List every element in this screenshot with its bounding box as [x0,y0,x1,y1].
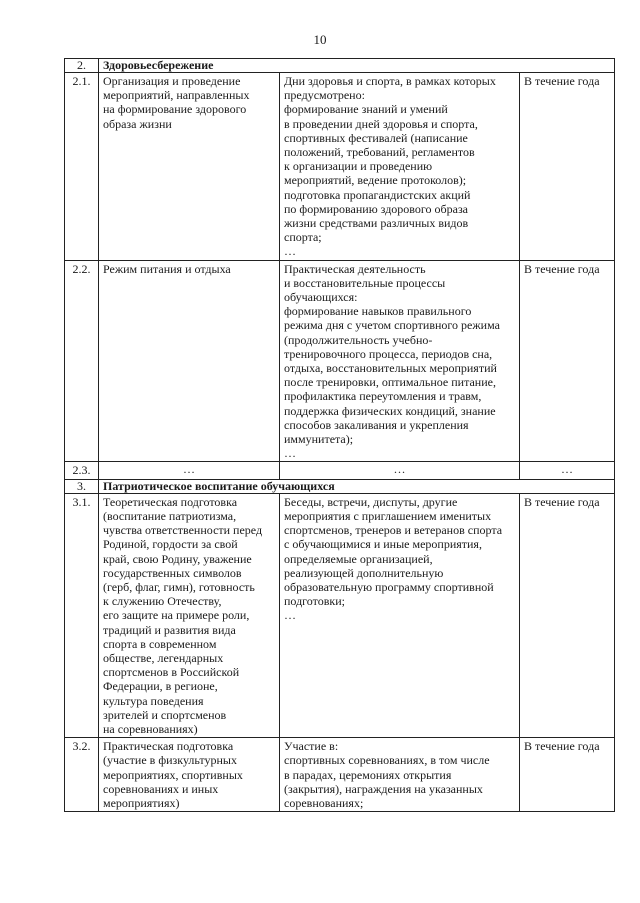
table-row [65,738,615,812]
row-period: В течение года [520,73,615,261]
row-content-line: Беседы, встречи, диспуты, другие [284,494,458,509]
row-name-line: соревнованиях и иных [103,781,219,796]
row-name-line: обществе, легендарных [103,650,224,665]
row-content-line: … [284,446,296,461]
row-content-line: профилактика переутомления и травм, [284,389,482,404]
row-content-line: обучающихся: [284,290,358,305]
row-name-line: мероприятиях, спортивных [103,767,243,782]
row-name-line: традиций и развития вида [103,622,236,637]
row-name: … [99,462,280,479]
row-content-line: Практическая деятельность [284,261,426,276]
row-content-line: иммунитета); [284,432,354,447]
row-content [280,738,520,812]
table-row [65,493,615,737]
row-name [99,738,280,812]
row-number: 2.1. [65,73,99,261]
table-row [65,73,615,261]
section-header-row [65,479,615,493]
row-content-line: спортсменов, тренеров и ветеранов спорта [284,523,503,538]
row-content-line: формирование знаний и умений [284,102,448,117]
row-name [99,260,280,462]
row-name [99,493,280,737]
row-content-line: с обучающимися и иные мероприятия, [284,537,482,552]
row-name-line: на соревнованиях) [103,721,198,736]
row-content-line: спорта; [284,230,322,245]
row-content-line: мероприятия с приглашением именитых [284,508,492,523]
row-content-line: отдыха, восстановительных мероприятий [284,361,497,376]
row-content [280,493,520,737]
row-period: В течение года [520,260,615,462]
row-content-line: по формированию здорового образа [284,201,469,216]
row-number: 2.3. [65,462,99,479]
row-content-line: жизни средствами различных видов [284,216,469,231]
row-content-line: после тренировки, оптимальное питание, [284,375,496,390]
row-name-line: край, свою Родину, уважение [103,551,252,566]
row-content: … [280,462,520,479]
row-content-line: спортивных соревнованиях, в том числе [284,753,490,768]
row-number: 3.1. [65,493,99,737]
row-name-line: спортсменов в Российской [103,665,240,680]
row-name-line: (воспитание патриотизма, [103,508,237,523]
row-content-line: реализующей дополнительную [284,565,444,580]
activities-table [64,58,615,812]
row-name-line: (герб, флаг, гимн), готовность [103,579,255,594]
row-content-line: в парадах, церемониях открытия [284,767,452,782]
row-content-line: поддержка физических кондиций, знание [284,403,496,418]
row-content-line: (закрытия), награждения на указанных [284,781,483,796]
section-number: 2. [65,59,99,73]
section-header-row [65,59,615,73]
row-content-line: подготовка пропагандистских акций [284,187,471,202]
row-name-line: мероприятиях) [103,795,180,810]
row-name-line: чувства ответственности перед [103,523,263,538]
row-period: В течение года [520,738,615,812]
row-content-line: (продолжительность учебно- [284,332,433,347]
row-content-line: спортивных фестивалей (написание [284,130,468,145]
row-name-line: Режим питания и отдыха [103,261,231,276]
row-name-line: на формирование здорового [103,102,247,117]
row-content-line: подготовки; [284,594,345,609]
table-row [65,260,615,462]
row-content-line: мероприятий, ведение протоколов); [284,173,467,188]
row-content-line: образовательную программу спортивной [284,579,494,594]
row-name [99,73,280,261]
section-title: Патриотическое воспитание обучающихся [99,479,615,493]
row-name-line: (участие в физкультурных [103,753,237,768]
row-period: В течение года [520,493,615,737]
row-number: 2.2. [65,260,99,462]
row-content-line: предусмотрено: [284,88,365,103]
row-content-line: Участие в: [284,739,339,754]
row-content-line: определяемые организацией, [284,551,433,566]
row-name-line: Теоретическая подготовка [103,494,238,509]
row-period: … [520,462,615,479]
row-content-line: способов закаливания и укрепления [284,417,469,432]
row-name-line: спорта в современном [103,636,217,651]
row-content [280,73,520,261]
row-name-line: к служению Отечеству, [103,594,222,609]
row-name-line: Родиной, гордости за свой [103,537,238,552]
row-content-line: тренировочного процесса, периодов сна, [284,346,493,361]
row-name-line: Практическая подготовка [103,739,234,754]
row-content-line: Дни здоровья и спорта, в рамках которых [284,74,496,88]
row-name-line: Организация и проведение [103,74,241,88]
row-name-line: государственных символов [103,565,242,580]
row-content-line: и восстановительные процессы [284,275,446,290]
row-name-line: культура поведения [103,693,204,708]
row-content-line: соревнованиях; [284,795,364,810]
table-row [65,462,615,479]
row-name-line: образа жизни [103,116,172,131]
row-name-line: мероприятий, направленных [103,88,250,103]
row-content-line: … [284,244,296,259]
section-number: 3. [65,479,99,493]
row-number: 3.2. [65,738,99,812]
row-content-line: режима дня с учетом спортивного режима [284,318,500,333]
row-content-line: формирование навыков правильного [284,304,472,319]
row-content-line: к организации и проведению [284,159,433,174]
row-name-line: зрителей и спортсменов [103,707,227,722]
row-name-line: его защите на примере роли, [103,608,250,623]
page-number: 10 [313,32,327,47]
table-body [65,59,615,812]
row-content-line: положений, требований, регламентов [284,145,475,160]
row-content-line: … [284,608,296,623]
row-content-line: в проведении дней здоровья и спорта, [284,116,478,131]
row-name-line: Федерации, в регионе, [103,679,218,694]
row-content [280,260,520,462]
section-title: Здоровьесбережение [99,59,615,73]
